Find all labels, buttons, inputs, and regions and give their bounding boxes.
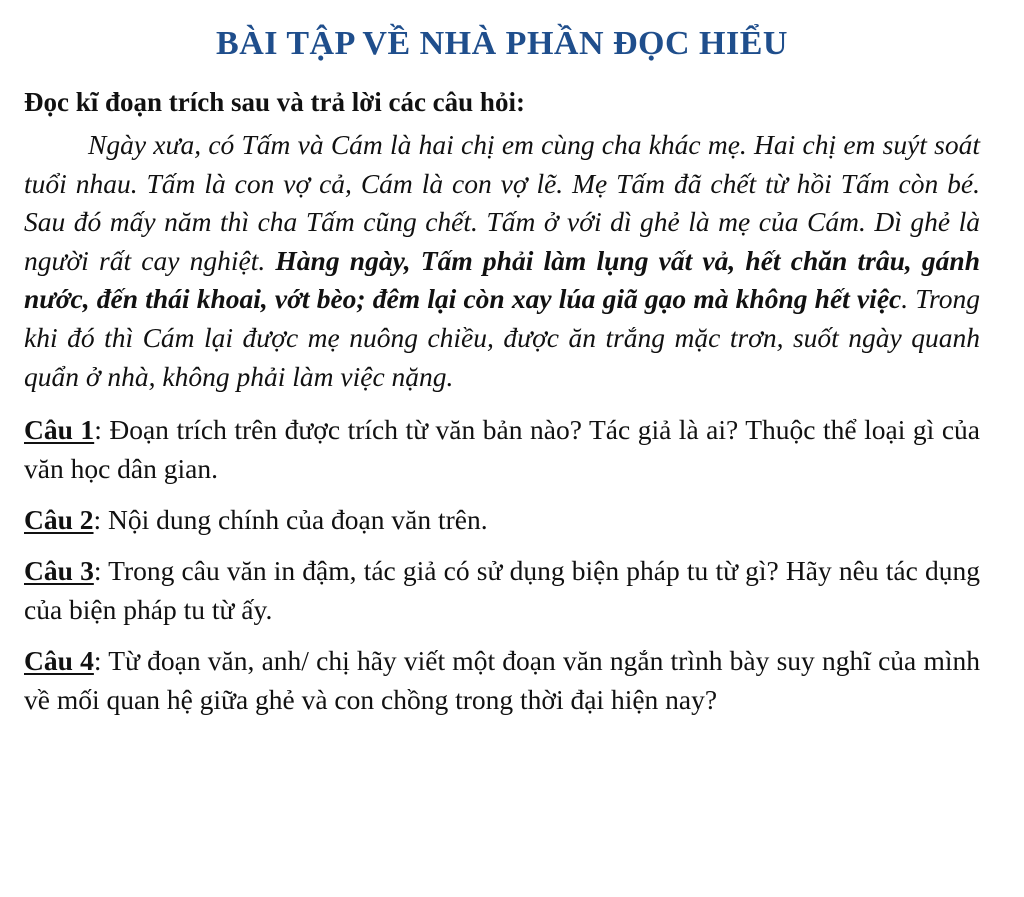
passage-outro: . Trong khi đó thì Cám lại được mẹ nuông chiều, được ăn trắng mặc trơn, suốt ngày quanh quẩn ở nhà, không phải làm việc nặng.	[24, 283, 980, 392]
passage-bold-sentence: Hàng ngày, Tấm phải làm lụng vất vả, hết chăn trâu, gánh nước, đến thái khoai, vớt bèo; đêm lại còn xay lúa giã gạo mà không hết việc	[24, 244, 980, 315]
question-label: Câu 2	[24, 504, 94, 536]
question-label: Câu 3	[24, 555, 94, 587]
question-3	[24, 551, 980, 629]
page-title: BÀI TẬP VỀ NHÀ PHẦN ĐỌC HIỂU	[216, 25, 788, 62]
passage-intro: Ngày xưa, có Tấm và Cám là hai chị em cùng cha khác mẹ. Hai chị em suýt soát tuổi nhau. Tấm là con vợ cả, Cám là con vợ lẽ. Mẹ Tấm đã chết từ hồi Tấm còn bé. Sau đó mấy năm thì cha Tấm cũng chết. Tấm ở với dì ghẻ là mẹ của Cám. Dì ghẻ là người rất cay nghiệt.	[24, 129, 980, 276]
instruction-text: Đọc kĩ đoạn trích sau và trả lời các câu hỏi:	[24, 87, 525, 117]
reading-passage	[24, 126, 980, 396]
question-text: : Từ đoạn văn, anh/ chị hãy viết một đoạn văn ngắn trình bày suy nghĩ của mình về mối quan hệ giữa ghẻ và con chồng trong thời đại hiện nay?	[24, 645, 980, 716]
question-1	[24, 410, 980, 488]
question-text: : Trong câu văn in đậm, tác giả có sử dụng biện pháp tu từ gì? Hãy nêu tác dụng của biện pháp tu từ ấy.	[24, 555, 980, 626]
question-text: : Đoạn trích trên được trích từ văn bản nào? Tác giả là ai? Thuộc thể loại gì của văn học dân gian.	[24, 414, 981, 485]
question-2	[24, 500, 980, 539]
question-text: : Nội dung chính của đoạn văn trên.	[93, 504, 488, 536]
question-label: Câu 1	[24, 414, 95, 446]
question-label: Câu 4	[24, 645, 94, 677]
question-4	[24, 641, 980, 719]
